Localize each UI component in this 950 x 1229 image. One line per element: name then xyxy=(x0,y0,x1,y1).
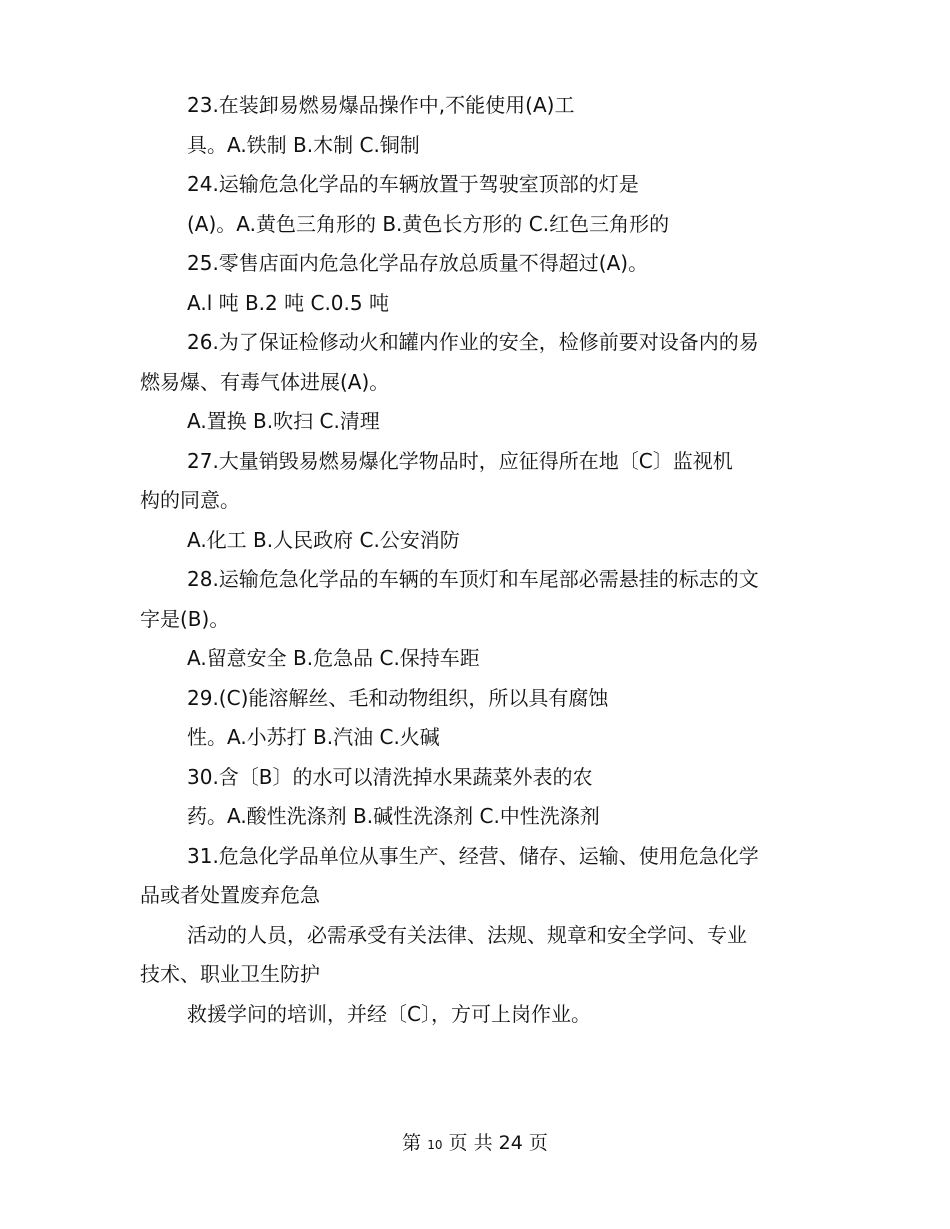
text-line: A.留意安全 B.危急品 C.保持车距 xyxy=(187,646,480,670)
text-line: 技术、职业卫生防护 xyxy=(140,962,320,986)
text-line: 字是(B)。 xyxy=(140,606,230,631)
text-line: 燃易爆、有毒气体进展(A)。 xyxy=(140,369,390,394)
text-line: A.置换 B.吹扫 C.清理 xyxy=(187,409,380,433)
text-line: 具。A.铁制 B.木制 C.铜制 xyxy=(187,132,420,157)
document-body xyxy=(140,86,820,1034)
text-line: A.l 吨 B.2 吨 C.0.5 吨 xyxy=(187,290,389,315)
text-line: A.化工 B.人民政府 C.公安消防 xyxy=(187,527,460,552)
text-line: 构的同意。 xyxy=(140,488,240,512)
text-line: 品或者处置废弃危急 xyxy=(140,883,320,907)
text-line: (A)。A.黄色三角形的 B.黄色长方形的 C.红色三角形的 xyxy=(187,211,670,236)
text-line: 性。A.小苏打 B.汽油 C.火碱 xyxy=(187,725,440,749)
text-line: 27.大量销毁易燃易爆化学物品时，应征得所在地〔C〕监视机 xyxy=(187,448,733,473)
text-line: 23.在装卸易燃易爆品操作中,不能使用(A)工 xyxy=(187,93,575,117)
footer-suffix: 页 共 24 页 xyxy=(442,1132,548,1154)
text-line: 25.零售店面内危急化学品存放总质量不得超过(A)。 xyxy=(187,251,649,275)
text-line: 24.运输危急化学品的车辆放置于驾驶室顶部的灯是 xyxy=(187,172,639,196)
text-line: 药。A.酸性洗涤剂 B.碱性洗涤剂 C.中性洗涤剂 xyxy=(187,804,600,828)
text-line: 救援学问的培训，并经〔C〕，方可上岗作业。 xyxy=(187,1001,591,1026)
text-line: 28.运输危急化学品的车辆的车顶灯和车尾部必需悬挂的标志的文 xyxy=(187,567,759,591)
footer-prefix: 第 xyxy=(402,1132,428,1154)
text-line: 活动的人员，必需承受有关法律、法规、规章和安全学问、专业 xyxy=(187,922,747,947)
current-page-number: 10 xyxy=(427,1138,443,1152)
text-line: 29.(C)能溶解丝、毛和动物组织，所以具有腐蚀 xyxy=(187,685,609,710)
text-line: 30.含〔B〕的水可以清洗掉水果蔬菜外表的农 xyxy=(187,764,593,789)
text-line: 26.为了保证检修动火和罐内作业的安全，检修前要对设备内的易 xyxy=(187,330,759,354)
page-footer xyxy=(0,1128,950,1160)
text-line: 31.危急化学品单位从事生产、经营、储存、运输、使用危急化学 xyxy=(187,843,759,868)
